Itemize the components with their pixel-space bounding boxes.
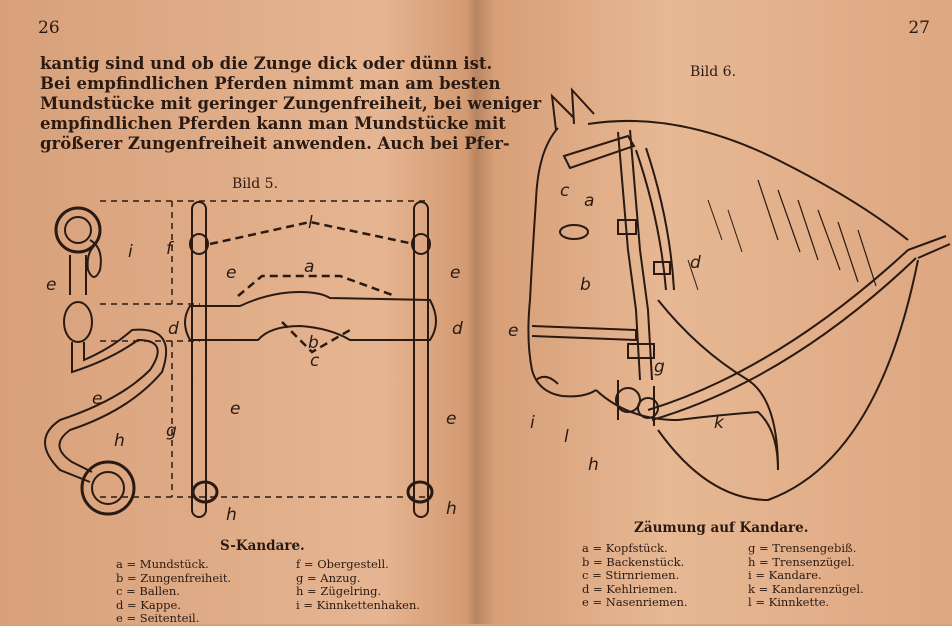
- page-number-left: 26: [38, 18, 60, 38]
- text-line: größerer Zungenfreiheit anwenden. Auch bei Pfer-: [40, 134, 510, 153]
- label-h: h: [114, 431, 125, 451]
- label-f: f: [166, 239, 172, 259]
- label-e: e: [230, 399, 241, 419]
- label-b: b: [580, 275, 591, 295]
- legend-item: e = Nasenriemen.: [582, 595, 688, 609]
- legend-item: i = Kandare.: [748, 568, 822, 582]
- legend-item: a = Mundstück.: [116, 557, 209, 571]
- legend-item: c = Ballen.: [116, 584, 180, 598]
- text-line: Bei empfindlichen Pferden nimmt man am besten: [40, 74, 501, 93]
- horse-bridle-illustration: [478, 0, 952, 520]
- caption-5: S-Kandare.: [220, 538, 305, 554]
- caption-6: Zäumung auf Kandare.: [634, 520, 809, 536]
- label-e: e: [226, 263, 237, 283]
- legend-item: l = Kinnkette.: [748, 595, 830, 609]
- legend-item: h = Trensenzügel.: [748, 554, 855, 569]
- legend-item: g = Anzug.: [296, 570, 361, 585]
- label-d: d: [452, 319, 463, 339]
- label-l: l: [308, 213, 313, 233]
- legend-item: i = Kinnkettenhaken.: [296, 597, 421, 612]
- legend-item: h = Zügelring.: [296, 584, 382, 598]
- label-h: h: [588, 455, 599, 475]
- legend-item: g = Trensengebiß.: [748, 541, 857, 555]
- label-l: l: [564, 427, 569, 447]
- legend-col2-right: [748, 542, 864, 610]
- label-a: a: [304, 257, 315, 277]
- text-line: kantig sind und ob die Zunge dick oder dünn ist.: [40, 54, 493, 73]
- legend-col1-left: [116, 558, 231, 626]
- legend-item: d = Kehlriemen.: [582, 581, 678, 596]
- figure-title-5: Bild 5.: [232, 176, 279, 192]
- legend-item: a = Kopfstück.: [582, 541, 668, 555]
- label-i: i: [128, 242, 133, 262]
- label-a: a: [584, 191, 595, 211]
- s-kandare-illustration: [0, 0, 542, 530]
- label-e: e: [446, 409, 457, 429]
- legend-col1-right: [582, 542, 688, 610]
- legend-item: f = Obergestell.: [296, 557, 389, 571]
- label-h: h: [446, 499, 457, 519]
- page-number-right: 27: [908, 18, 930, 38]
- label-g: g: [166, 421, 177, 441]
- legend-item: d = Kappe.: [116, 597, 181, 612]
- label-e: e: [92, 389, 103, 409]
- label-k: k: [714, 413, 724, 433]
- label-e: e: [508, 321, 519, 341]
- legend-item: b = Backenstück.: [582, 554, 685, 569]
- label-h: h: [226, 505, 237, 525]
- legend-item: k = Kandarenzügel.: [748, 581, 864, 596]
- legend-item: e = Seitenteil.: [116, 611, 200, 625]
- legend-col2-left: [296, 558, 420, 612]
- text-line: Mundstücke mit geringer Zungenfreiheit, bei weniger: [40, 94, 542, 113]
- label-d: d: [690, 253, 701, 273]
- label-c: c: [310, 351, 320, 371]
- label-e: e: [450, 263, 461, 283]
- legend-item: b = Zungenfreiheit.: [116, 570, 232, 585]
- label-d: d: [168, 319, 179, 339]
- label-c: c: [560, 181, 570, 201]
- text-line: empfindlichen Pferden kann man Mundstücke mit: [40, 114, 506, 133]
- right-page: [478, 0, 952, 624]
- label-g: g: [654, 357, 665, 377]
- label-b: b: [308, 333, 319, 353]
- figure-title-6: Bild 6.: [690, 64, 737, 80]
- legend-item: c = Stirnriemen.: [582, 568, 680, 582]
- label-e: e: [46, 275, 57, 295]
- label-i: i: [530, 413, 535, 433]
